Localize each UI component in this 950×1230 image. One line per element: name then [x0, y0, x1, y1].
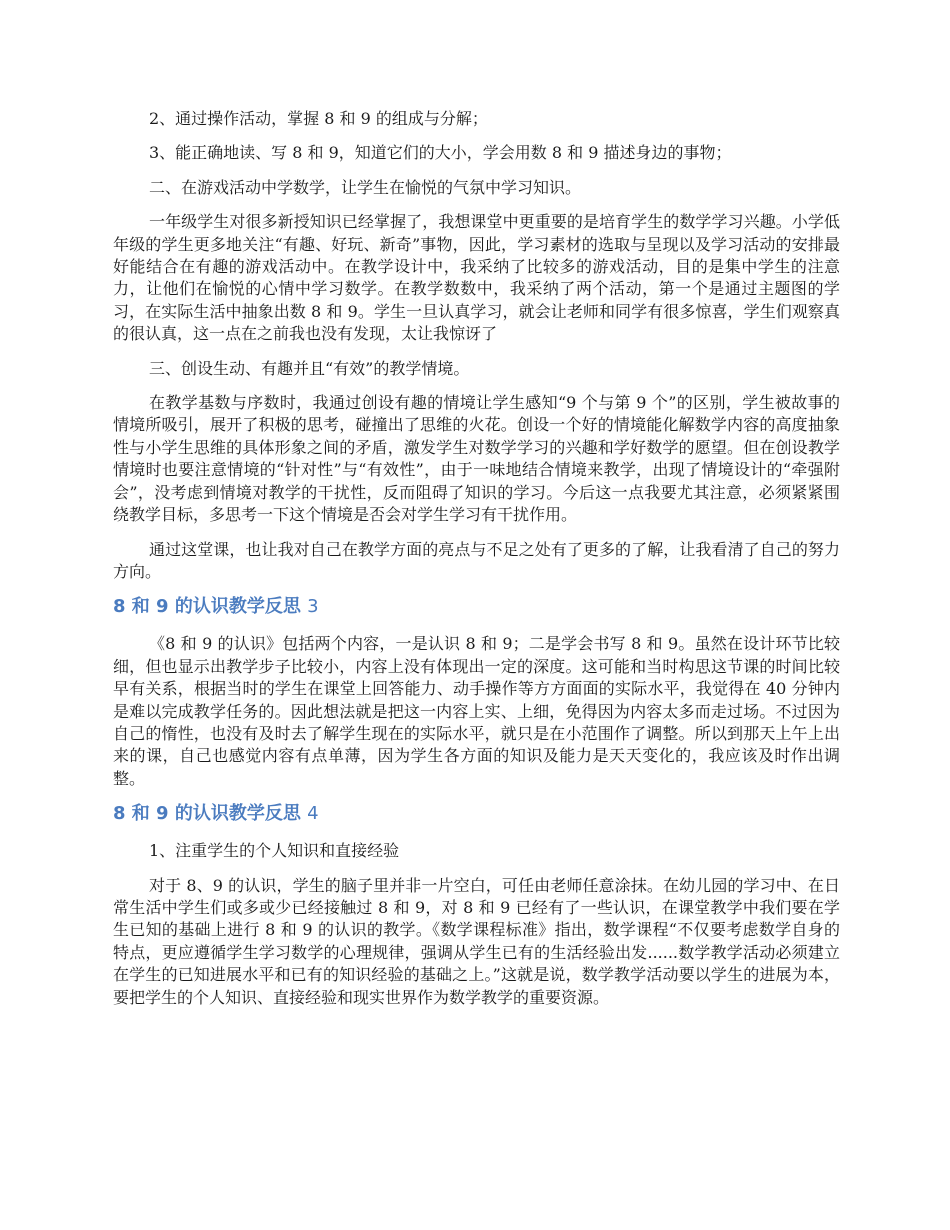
section-heading-2: 二、在游戏活动中学数学，让学生在愉悦的气氛中学习知识。: [149, 177, 582, 197]
article-heading-3: [113, 595, 840, 619]
body-paragraph: 一年级学生对很多新授知识已经掌握了，我想课堂中更重要的是培育学生的数学学习兴趣。小学低年级的学生更多地关注“有趣、好玩、新奇”事物，因此，学习素材的选取与呈现以及学习活动的安排最好能结合在有趣的游戏活动中。在教学设计中，我采纳了比较多的游戏活动，目的是集中学生的注意力，让他们在愉悦的心情中学习数学。在教学数数中，我采纳了两个活动，第一个是通过主题图的学习，在实际生活中抽象出数 8 和 9。学生一旦认真学习，就会让老师和同学有很多惊喜，学生们观察真的很认真，这一点在之前我也没有发现，太让我惊讶了: [113, 212, 840, 344]
subheading-1: 1、注重学生的个人知识和直接经验: [149, 841, 400, 861]
section-heading-3: 三、创设生动、有趣并且“有效”的教学情境。: [149, 358, 470, 378]
list-item-2: 2、通过操作活动，掌握 8 和 9 的组成与分解；: [149, 109, 488, 128]
body-paragraph: 通过这堂课，也让我对自己在教学方面的亮点与不足之处有了更多的了解，让我看清了自己的努力方向。: [113, 539, 840, 581]
heading-title: 8 和 9 的认识教学反思: [113, 596, 301, 618]
body-paragraph: 《8 和 9 的认识》包括两个内容，一是认识 8 和 9；二是学会书写 8 和 9。虽然在设计环节比较细，但也显示出教学步子比较小，内容上没有体现出一定的深度。这可能和当时构思这节课的时间比较早有关系，根据当时的学生在课堂上回答能力、动手操作等方方面面的实际水平，我觉得在 40 分钟内是难以完成教学任务的。因此想法就是把这一内容上实、上细，免得因为内容太多而走过场。不过因为自己的惰性，也没有及时去了解学生现在的实际水平，就只是在小范围作了调整。所以到那天上午上出来的课，自己也感觉内容有点单薄，因为学生各方面的知识及能力是天天变化的，我应该及时作出调整。: [113, 634, 840, 788]
heading-number: 3: [307, 596, 319, 618]
article-heading-4: [113, 802, 840, 826]
heading-number: 4: [307, 803, 319, 825]
body-paragraph: 对于 8、9 的认识，学生的脑子里并非一片空白，可任由老师任意涂抹。在幼儿园的学习中、在日常生活中学生们或多或少已经接触过 8 和 9，对 8 和 9 已经有了一些认识，在课堂教学中我们要在学生已知的基础上进行 8 和 9 的认识的教学。《数学课程标准》指出，数学课程“不仅要考虑数学自身的特点，更应遵循学生学习数学的心理规律，强调从学生已有的生活经验出发......数学教学活动必须建立在学生的已知进展水平和已有的知识经验的基础之上。”这就是说，数学教学活动要以学生的进展为本，要把学生的个人知识、直接经验和现实世界作为数学教学的重要资源。: [113, 875, 840, 1007]
body-paragraph: 在教学基数与序数时，我通过创设有趣的情境让学生感知“9 个与第 9 个”的区别，学生被故事的情境所吸引，展开了积极的思考，碰撞出了思维的火花。创设一个好的情境能化解数学内容的高度抽象性与小学生思维的具体形象之间的矛盾，激发学生对数学学习的兴趣和学好数学的愿望。但在创设教学情境时也要注意情境的“针对性”与“有效性”，由于一味地结合情境来教学，出现了情境设计的“牵强附会”，没考虑到情境对教学的干扰性，反而阻碍了知识的学习。今后这一点我要尤其注意，必须紧紧围绕教学目标，多思考一下这个情境是否会对学生学习有干扰作用。: [113, 393, 840, 525]
list-item-3: 3、能正确地读、写 8 和 9，知道它们的大小，学会用数 8 和 9 描述身边的事物；: [149, 143, 732, 163]
heading-title: 8 和 9 的认识教学反思: [113, 803, 301, 825]
document-page: [113, 108, 840, 1021]
